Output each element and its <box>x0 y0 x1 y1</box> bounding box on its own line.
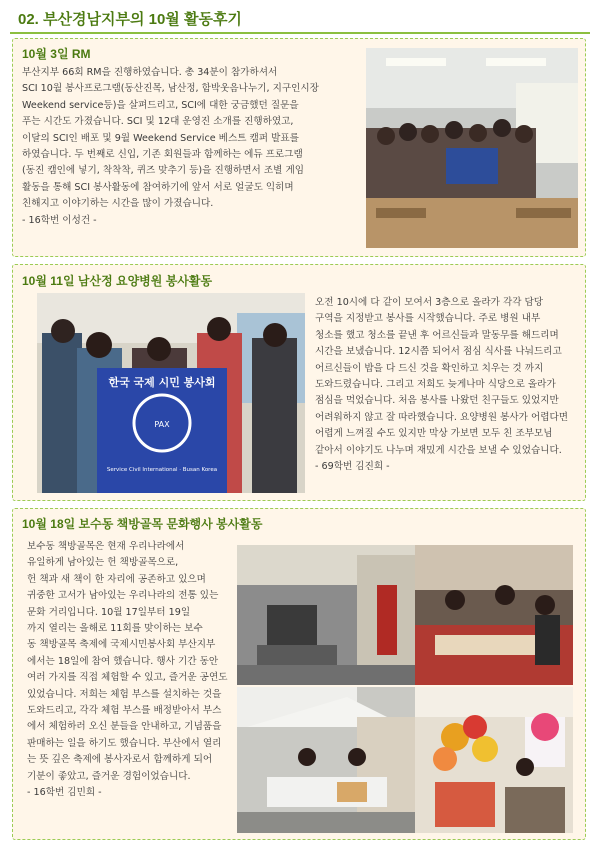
section-hospital <box>12 264 586 501</box>
section-title: 10월 11일 남산정 요양병원 봉사활동 <box>22 274 213 288</box>
page-header <box>10 6 590 34</box>
flag-sub: Service Civil International · Busan Korea <box>106 467 218 473</box>
hospital-group-photo <box>37 293 305 493</box>
section-title: 10월 18일 보수동 책방골목 문화행사 봉사활동 <box>22 517 263 531</box>
section-festival <box>12 508 586 840</box>
flag-text: 한국 국제 시민 봉사회 <box>108 376 216 389</box>
festival-photo-booth-table <box>415 545 573 685</box>
section-title: 10월 3일 RM <box>22 47 91 61</box>
flag-pax: PAX <box>154 420 170 429</box>
section-body: 오전 10시에 다 같이 모여서 3층으로 올라가 각각 담당 구역을 지정받고 봉사를 시작했습니다. 주로 병원 내부 청소를 했고 청소를 끝낸 후 어르신들과 말동무를 해드리며 시간을 보냈습니다. 12시쯤 되어서 점심 식사를 나눠드리고 어르신들이 밥을 다 드신 것을 확인하고 치우는 것 까지 도와드렸습니다. 그리고 저희도 늦게나마 식당으로 올라가 점심을 먹었습니다. 처음 봉사를 나왔던 친구들도 있었지만 어려워하지 않고 잘 따라했습니다. 요양병원 봉사가 어렵다면 어렵게 느껴질 수도 있지만 막상 가보면 모두 친 조부모님 같아서 이야기도 나누며 재밌게 시간을 보낼 수 있었습니다. - 69학번 김진희 - <box>315 297 569 473</box>
festival-photo-tent <box>237 687 415 833</box>
rm-group-photo <box>366 48 578 248</box>
festival-photo-balloons <box>415 687 573 833</box>
festival-photo-street <box>237 545 415 685</box>
page-title: 02. 부산경남지부의 10월 활동후기 <box>18 11 242 28</box>
section-body: 부산지부 66회 RM을 진행하였습니다. 총 34분이 참가하셔서 SCI 10월 봉사프로그램(동산진목, 남산정, 함박웃음나누기, 지구인시장 Weekend service등)을 살펴드리고, SCI에 대한 궁금했던 질문을 푸는 시간도 가졌습니다. SCI 및 12대 운영진 소개를 진행하였고, 이달의 SCI인 배포 및 9월 Weekend Service 베스트 캠퍼 발표를 하였습니다. 두 번째로 신입, 기존 회원들과 함께하는 에듀 프로그램 (동진 캠인에 넣기, 착착착, 퀴즈 맞추기 등)을 진행하면서 조별 게임 활동을 통해 SCI 봉사활동에 참여하기에 앞서 서로 얼굴도 익히며 친해지고 이야기하는 시간을 많이 가졌습니다. - 16학번 이성건 - <box>22 67 319 226</box>
section-rm <box>12 38 586 257</box>
section-body: 보수동 책방골목은 현재 우리나라에서 유일하게 남아있는 헌 책방골목으로, 헌 책과 새 책이 한 자리에 공존하고 있으며 귀중한 고서가 남아있는 우리나라의 전통 있는 문화 거리입니다. 10월 17일부터 19일 까지 열리는 올해로 11회를 맞이하는 보수 동 책방골목 축제에 국제시민봉사회 부산지부 에서는 18일에 참여 했습니다. 행사 기간 동안 여러 가지를 직접 체험할 수 있고, 즐거운 공연도 있었습니다. 저희는 체험 부스를 설치하는 것을 도와드리고, 각각 체험 부스를 배정받아서 부스 에서 체험하러 오신 분들을 안내하고, 기념품을 판매하는 일을 하기도 했습니다. 부산에서 열리 는 뜻 깊은 축제에 봉사자로서 함께하게 되어 기분이 좋았고, 즐거운 경험이었습니다. - 16학번 김민희 - <box>27 541 228 799</box>
